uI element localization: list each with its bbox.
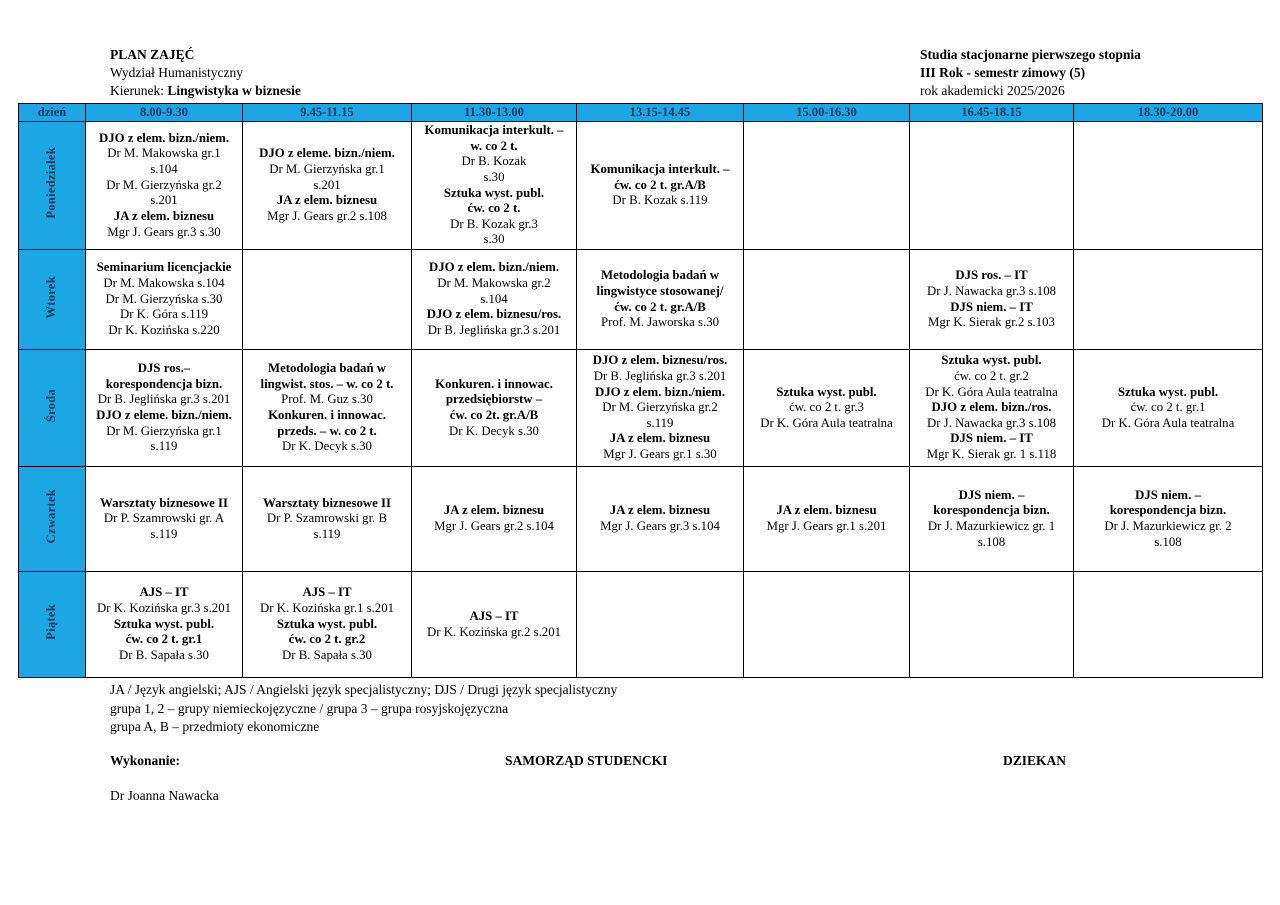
class-line: Mgr J. Gears gr.1 s.201 — [766, 519, 887, 533]
class-line: Sztuka wyst. publ. — [276, 616, 378, 631]
class-line: Prof. M. Jaworska s.30 — [600, 315, 719, 330]
footer-author: Dr Joanna Nawacka — [110, 788, 219, 803]
class-line: Dr B. Kozak s.119 — [612, 193, 708, 208]
class-line: Dr B. Sapała s.30 — [282, 647, 372, 662]
class-line: Dr K. Kozińska gr.3 s.201 — [97, 601, 231, 616]
class-cell — [86, 250, 243, 350]
class-line: Dr B. Kozak gr.3 — [450, 216, 538, 231]
day-label: Czwartek — [44, 489, 59, 544]
class-line: ćw. co 2 t. gr.2 — [954, 368, 1029, 383]
time-slot-header: 11.30-13.00 — [412, 104, 577, 122]
class-cell — [86, 350, 243, 467]
class-cell — [86, 572, 243, 678]
timetable-header — [19, 104, 1263, 122]
day-label: Piątek — [44, 604, 59, 641]
class-line: Dr K. Góra Aula teatralna — [760, 415, 893, 430]
class-line: DJO z elem. bizn./ros. — [931, 400, 1052, 415]
class-line: korespondencja bizn. — [933, 503, 1050, 518]
day-label: Środa — [44, 389, 59, 423]
class-line: JA z elem. biznesu — [609, 503, 711, 518]
class-cell — [412, 467, 577, 572]
class-line: Sztuka wyst. publ. — [776, 384, 877, 399]
class-line: s.119 — [150, 439, 178, 454]
timetable-row — [19, 122, 1263, 250]
class-cell — [577, 467, 744, 572]
class-line: Mgr J. Gears gr.2 s.108 — [267, 208, 387, 223]
class-line: Warsztaty biznesowe II — [100, 495, 228, 510]
legend — [110, 681, 617, 737]
class-line: DJS niem. – — [1135, 487, 1201, 502]
footer-samorzad-label: SAMORZĄD STUDENCKI — [505, 753, 668, 768]
class-line: Dr M. Makowska gr.1 — [107, 146, 221, 161]
class-line: Dr J. Nawacka gr.3 s.108 — [926, 283, 1056, 298]
class-line: ćw. co 2 t. gr.A/B — [614, 299, 706, 314]
class-cell — [577, 250, 744, 350]
legend-line-1: JA / Język angielski; AJS / Angielski język specjalistyczny; DJS / Drugi język specjalistyczny — [110, 682, 618, 697]
class-cell — [910, 467, 1074, 572]
class-cell — [577, 572, 744, 678]
time-slot-header: 9.45-11.15 — [243, 104, 412, 122]
day-label-cell — [19, 350, 86, 467]
class-line: Komunikacja interkult. – — [424, 123, 564, 138]
day-label: Poniedziałek — [44, 147, 59, 220]
day-label-cell — [19, 250, 86, 350]
class-cell — [412, 350, 577, 467]
class-line: AJS – IT — [139, 585, 189, 600]
programme-label: Kierunek: — [110, 83, 168, 98]
class-line: Konkuren. i innowac. — [435, 376, 553, 391]
class-line: ćw. co 2 t. gr.3 — [789, 400, 864, 415]
class-cell — [577, 350, 744, 467]
class-line: Dr K. Góra Aula teatralna — [925, 384, 1058, 399]
class-line: DJS niem. – IT — [950, 299, 1033, 314]
page-title: PLAN ZAJĘĆ — [110, 47, 195, 62]
academic-year: rok akademicki 2025/2026 — [920, 83, 1065, 98]
class-line: DJS ros. – IT — [955, 268, 1028, 283]
class-cell — [910, 122, 1074, 250]
class-line: ćw. co 2 t. gr.1 — [125, 632, 203, 647]
class-line: Konkuren. i innowac. — [268, 408, 386, 422]
class-line: Dr K. Decyk s.30 — [449, 423, 539, 438]
class-line: korespondencja bizn. — [105, 376, 223, 391]
time-slot-header: 8.00-9.30 — [86, 104, 243, 122]
class-line: Dr K. Góra Aula teatralna — [1101, 415, 1235, 430]
class-line: s.30 — [483, 232, 505, 247]
class-line: JA z elem. biznesu — [276, 193, 378, 208]
class-cell — [744, 250, 910, 350]
class-cell — [577, 122, 744, 250]
class-line: s.119 — [150, 526, 178, 541]
class-line: Mgr J. Gears gr.3 s.104 — [600, 519, 720, 533]
class-line: s.201 — [313, 177, 341, 192]
class-cell — [744, 572, 910, 678]
class-line: Sztuka wyst. publ. — [113, 616, 215, 631]
day-label-cell — [19, 122, 86, 250]
class-line: ćw. co 2t. gr.A/B — [449, 408, 539, 422]
legend-line-3: grupa A, B – przedmioty ekonomiczne — [110, 719, 320, 734]
class-line: Dr M. Gierzyńska gr.2 — [106, 177, 222, 192]
class-line: s.30 — [483, 169, 505, 184]
class-cell — [910, 572, 1074, 678]
class-line: DJS ros.– — [137, 361, 191, 376]
class-line: w. co 2 t. — [470, 138, 518, 153]
class-line: Dr B. Kozak — [461, 154, 527, 169]
class-line: Dr P. Szamrowski gr. B — [266, 511, 388, 526]
class-line: Mgr K. Sierak gr. 1 s.118 — [926, 447, 1057, 462]
class-cell — [910, 250, 1074, 350]
class-line: Dr M. Gierzyńska gr.1 — [269, 162, 385, 177]
class-line: s.201 — [150, 193, 178, 208]
programme-line — [110, 82, 301, 100]
class-cell — [1074, 350, 1263, 467]
class-cell — [243, 350, 412, 467]
class-cell — [86, 467, 243, 572]
class-line: s.104 — [150, 162, 178, 177]
class-cell — [243, 122, 412, 250]
class-line: Dr M. Makowska gr.2 — [437, 276, 551, 291]
class-line: Dr J. Nawacka gr.3 s.108 — [926, 415, 1056, 430]
class-line: Sztuka wyst. publ. — [1117, 384, 1219, 399]
class-line: s.108 — [977, 534, 1006, 549]
class-cell — [910, 350, 1074, 467]
programme-value: Lingwistyka w biznesie — [167, 83, 301, 98]
class-line: Metodologia badań w — [600, 268, 720, 283]
class-line: JA z elem. biznesu — [776, 503, 877, 518]
class-line: JA z elem. biznesu — [443, 503, 545, 518]
class-line: Warsztaty biznesowe II — [263, 495, 391, 510]
class-line: korespondencja bizn. — [1109, 503, 1227, 518]
header-right — [920, 46, 1141, 100]
class-line: przedsiębiorstw – — [445, 392, 543, 407]
class-line: DJO z elem. biznesu/ros. — [592, 353, 728, 368]
class-line: przeds. – w. co 2 t. — [277, 423, 377, 438]
class-cell — [744, 122, 910, 250]
timetable — [18, 103, 1263, 678]
class-line: Dr B. Jeglińska gr.3 s.201 — [97, 392, 231, 407]
class-line: AJS – IT — [302, 585, 352, 600]
timetable-row — [19, 350, 1263, 467]
class-line: lingwistyce stosowanej/ — [596, 283, 724, 298]
class-line: Mgr J. Gears gr.3 s.30 — [107, 224, 221, 239]
class-line: DJO z elem. bizn./niem. — [594, 384, 726, 399]
study-mode: Studia stacjonarne pierwszego stopnia — [920, 47, 1141, 62]
class-line: Dr B. Jeglińska gr.3 s.201 — [593, 368, 727, 383]
class-line: Dr M. Gierzyńska gr.2 — [602, 400, 718, 415]
timetable-row — [19, 572, 1263, 678]
class-line: Dr B. Jeglińska gr.3 s.201 — [427, 322, 561, 337]
class-line: Dr P. Szamrowski gr. A — [103, 511, 225, 526]
time-slot-header: 13.15-14.45 — [577, 104, 744, 122]
timetable-row — [19, 250, 1263, 350]
class-line: Metodologia badań w — [267, 361, 387, 376]
class-cell — [243, 467, 412, 572]
class-line: Dr K. Kozińska s.220 — [108, 322, 220, 337]
class-line: s.119 — [313, 526, 341, 541]
class-line: Dr B. Sapała s.30 — [119, 647, 209, 662]
class-cell — [86, 122, 243, 250]
timetable-row — [19, 467, 1263, 572]
class-line: s.119 — [646, 415, 674, 430]
timetable-body — [19, 122, 1263, 678]
class-cell — [243, 250, 412, 350]
class-cell — [744, 467, 910, 572]
class-line: Mgr K. Sierak gr.2 s.103 — [928, 315, 1055, 330]
class-cell — [412, 122, 577, 250]
class-line: Dr J. Mazurkiewicz gr. 2 — [1104, 519, 1232, 533]
class-line: Seminarium licencjackie — [96, 260, 232, 275]
class-cell — [1074, 250, 1263, 350]
class-line: DJS niem. – IT — [950, 431, 1033, 446]
class-cell — [412, 572, 577, 678]
class-line: lingwist. stos. – w. co 2 t. — [260, 376, 394, 391]
class-line: Sztuka wyst. publ. — [941, 353, 1042, 368]
faculty-name: Wydział Humanistyczny — [110, 65, 244, 80]
class-line: Dr J. Mazurkiewicz gr. 1 — [927, 519, 1056, 533]
time-slot-header: 15.00-16.30 — [744, 104, 910, 122]
class-cell — [1074, 467, 1263, 572]
legend-line-2: grupa 1, 2 – grupy niemieckojęzyczne / grupa 3 – grupa rosyjskojęzyczna — [110, 700, 509, 716]
class-line: DJS niem. – — [958, 487, 1025, 502]
class-cell — [243, 572, 412, 678]
class-line: Dr K. Kozińska gr.2 s.201 — [427, 624, 561, 639]
class-line: s.104 — [480, 291, 508, 306]
class-cell — [412, 250, 577, 350]
class-line: DJO z elem. bizn./niem. — [98, 130, 230, 145]
class-cell — [1074, 572, 1263, 678]
day-label-cell — [19, 572, 86, 678]
class-line: Dr M. Gierzyńska gr.1 — [106, 423, 222, 438]
class-line: DJO z eleme. bizn./niem. — [259, 146, 395, 161]
class-line: Mgr J. Gears gr.2 s.104 — [434, 519, 554, 533]
class-line: Dr M. Makowska s.104 — [103, 276, 225, 291]
class-line: Prof. M. Guz s.30 — [281, 392, 373, 407]
class-line: Sztuka wyst. publ. — [443, 185, 545, 200]
class-line: ćw. co 2 t. — [467, 201, 521, 216]
class-line: Dr K. Decyk s.30 — [282, 439, 372, 454]
class-line: Dr M. Gierzyńska s.30 — [105, 291, 223, 306]
time-header-row — [19, 104, 1263, 122]
class-line: ćw. co 2 t. gr.A/B — [614, 177, 706, 192]
footer-wykonanie-label: Wykonanie: — [110, 753, 181, 768]
day-label: Wtorek — [44, 275, 59, 319]
time-slot-header: 18.30-20.00 — [1074, 104, 1263, 122]
class-line: Komunikacja interkult. – — [590, 162, 730, 177]
class-line: AJS – IT — [469, 608, 519, 623]
footer-dziekan-label: DZIEKAN — [1003, 753, 1067, 768]
corner-cell: dzień — [19, 104, 86, 122]
class-line: ćw. co 2 t. gr.1 — [1130, 400, 1206, 415]
class-cell — [1074, 122, 1263, 250]
class-line: s.108 — [1154, 534, 1182, 549]
class-line: Dr K. Kozińska gr.1 s.201 — [260, 601, 394, 616]
class-line: JA z elem. biznesu — [113, 208, 215, 223]
class-line: DJO z elem. bizn./niem. — [428, 260, 560, 275]
header-left — [110, 46, 301, 100]
class-line: JA z elem. biznesu — [609, 431, 711, 446]
class-line: Dr K. Góra s.119 — [119, 307, 209, 322]
class-cell — [744, 350, 910, 467]
class-line: DJO z elem. biznesu/ros. — [426, 307, 562, 322]
class-line: Mgr J. Gears gr.1 s.30 — [603, 447, 717, 462]
class-line: ćw. co 2 t. gr.2 — [288, 632, 366, 647]
class-line: DJO z eleme. bizn./niem. — [96, 408, 232, 422]
time-slot-header: 16.45-18.15 — [910, 104, 1074, 122]
day-label-cell — [19, 467, 86, 572]
year-semester: III Rok - semestr zimowy (5) — [920, 65, 1086, 80]
